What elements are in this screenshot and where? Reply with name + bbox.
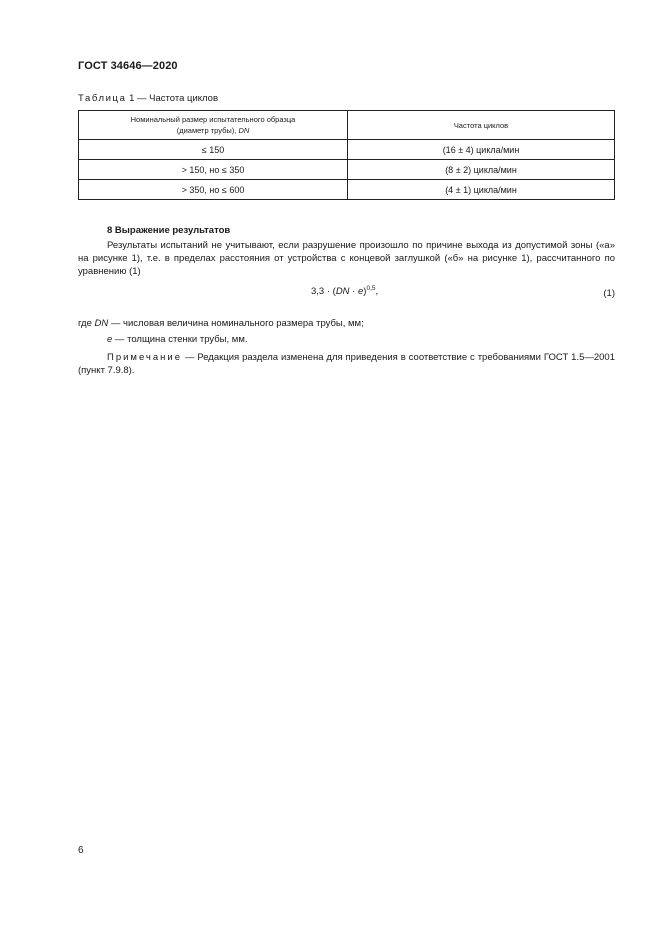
- section-title: 8 Выражение результатов: [107, 225, 231, 236]
- document-header: ГОСТ 34646—2020: [78, 60, 178, 72]
- table-row: [79, 160, 615, 180]
- table-row: [79, 180, 615, 200]
- cycle-frequency-table: [78, 110, 615, 200]
- formula-exponent: 0,5: [366, 284, 376, 292]
- formula-var-dn: DN: [335, 286, 350, 297]
- formula-mid: ·: [349, 286, 358, 297]
- where-line-dn: [78, 318, 364, 329]
- formula-close: ): [363, 286, 367, 297]
- cell-frequency: (8 ± 2) цикла/мин: [348, 160, 615, 180]
- note-text: — Редакция раздела изменена для приведения в соответствие с требованиями ГОСТ 1.5—2001 (пункт 7.9.8).: [78, 352, 615, 376]
- formula-lead: 3,3 · (: [311, 286, 336, 297]
- where-text-e: — толщина стенки трубы, мм.: [112, 334, 248, 345]
- cell-frequency: (16 ± 4) цикла/мин: [348, 140, 615, 160]
- section-paragraph: Результаты испытаний не учитывают, если разрушение произошло по причине выхода из допустимой зоны («а» на рисунке 1), т.е. в пределах расстояния от устройства с концевой заглушкой («б» на рисунке 1), рассчитанного по уравнению (1): [78, 240, 615, 277]
- table-caption: [78, 93, 218, 104]
- note: [78, 351, 615, 377]
- table-row: [79, 140, 615, 160]
- formula: [78, 286, 615, 302]
- formula-var-e: e: [358, 286, 364, 297]
- where-var-e: e: [107, 334, 113, 345]
- table-header-row: [79, 111, 615, 140]
- table-caption-label: Таблица: [78, 93, 127, 104]
- column-header-size-line2: (диаметр трубы),: [176, 126, 239, 135]
- note-label: Примечание: [107, 352, 182, 363]
- column-header-size: [79, 111, 348, 140]
- column-header-size-line1: Номинальный размер испытательного образца: [130, 115, 296, 124]
- where-line-e: [107, 334, 248, 345]
- cell-size: > 350, но ≤ 600: [79, 180, 348, 200]
- formula-number: (1): [603, 288, 615, 299]
- cell-size: > 150, но ≤ 350: [79, 160, 348, 180]
- page-number: 6: [78, 845, 84, 856]
- column-header-frequency: Частота циклов: [348, 111, 615, 140]
- formula-expression: [311, 286, 378, 297]
- table-caption-text: 1 — Частота циклов: [126, 93, 218, 104]
- column-header-size-dn: DN: [238, 126, 250, 135]
- cell-frequency: (4 ± 1) цикла/мин: [348, 180, 615, 200]
- formula-comma: ,: [375, 286, 379, 297]
- where-var-dn: DN: [94, 318, 109, 329]
- where-prefix: где: [78, 318, 95, 329]
- cell-size: ≤ 150: [79, 140, 348, 160]
- where-text-dn: — числовая величина номинального размера трубы, мм;: [108, 318, 364, 329]
